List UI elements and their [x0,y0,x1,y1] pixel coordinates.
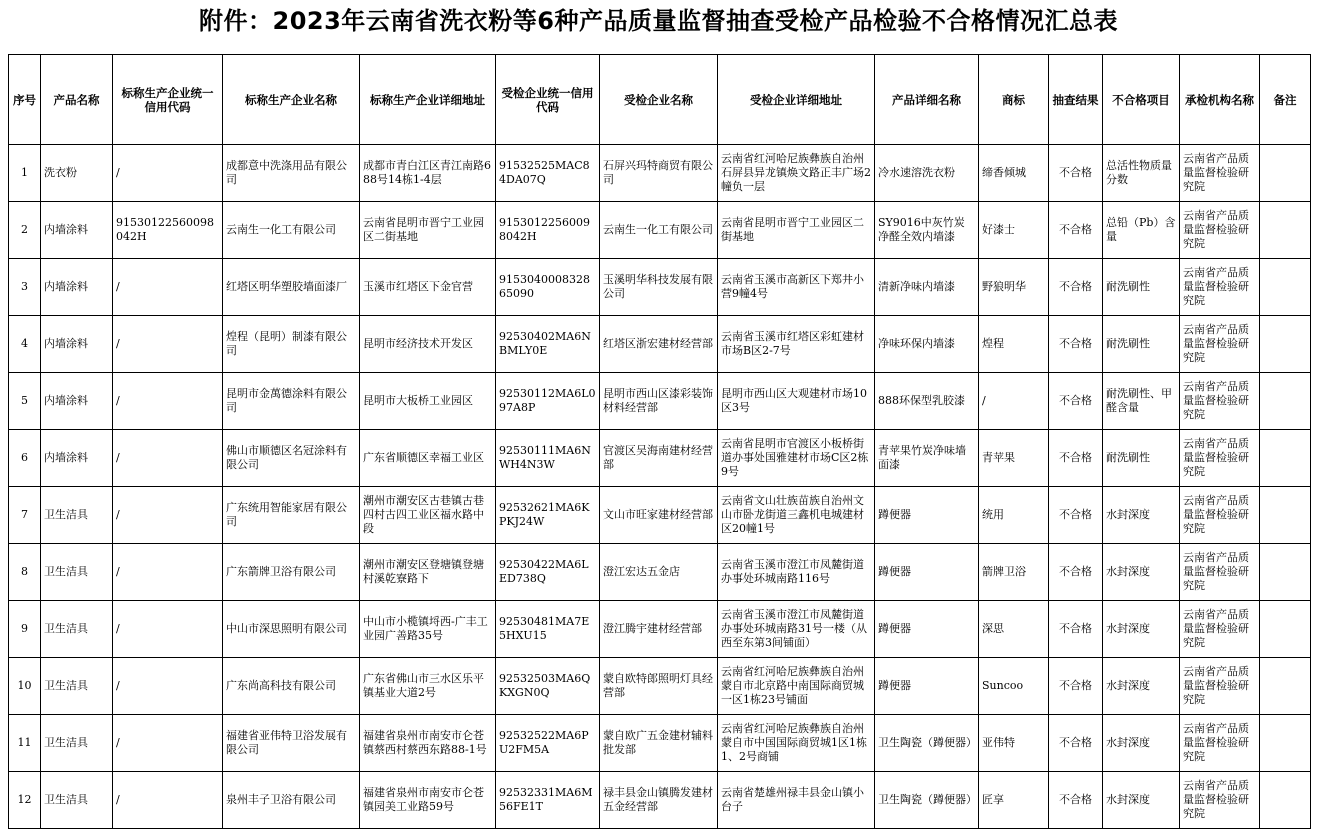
table-row [9,715,1311,772]
table-cell: 福建省亚伟特卫浴发展有限公司 [223,715,360,772]
table-cell: 云南省玉溪市澄江市凤麓街道办事处环城南路31号一楼（从西至东第3间铺面） [718,601,875,658]
table-cell [1260,145,1311,202]
table-cell: 91530122560098042H [496,202,600,259]
table-cell [1260,202,1311,259]
table-cell: 云南省产品质量监督检验研究院 [1180,373,1260,430]
table-cell: 云南省产品质量监督检验研究院 [1180,601,1260,658]
table-cell: 成都意中洗涤用品有限公司 [223,145,360,202]
table-cell: 云南省产品质量监督检验研究院 [1180,715,1260,772]
table-row [9,316,1311,373]
table-cell: 8 [9,544,41,601]
column-header: 商标 [979,55,1049,145]
table-cell: 中山市深思照明有限公司 [223,601,360,658]
table-cell: 玉溪市红塔区下金官营 [360,259,496,316]
table-cell: 云南省产品质量监督检验研究院 [1180,772,1260,829]
table-cell: 福建省泉州市南安市仑苍镇蔡西村蔡西东路88-1号 [360,715,496,772]
table-cell: 不合格 [1049,430,1103,487]
table-cell: 潮州市潮安区登塘镇登塘村溪乾寮路下 [360,544,496,601]
table-cell: 卫生洁具 [41,544,113,601]
table-cell: 玉溪明华科技发展有限公司 [600,259,718,316]
table-cell: 不合格 [1049,715,1103,772]
table-cell: 石屏兴玛特商贸有限公司 [600,145,718,202]
column-header: 不合格项目 [1103,55,1180,145]
table-cell: / [113,601,223,658]
table-cell: 青苹果 [979,430,1049,487]
table-cell: 11 [9,715,41,772]
table-cell: 澄江腾宇建材经营部 [600,601,718,658]
table-cell: 好漆士 [979,202,1049,259]
table-cell: 3 [9,259,41,316]
table-cell: 潮州市潮安区古巷镇古巷四村古四工业区福水路中段 [360,487,496,544]
table-cell: 箭牌卫浴 [979,544,1049,601]
table-cell: 9 [9,601,41,658]
table-cell: 云南省产品质量监督检验研究院 [1180,544,1260,601]
table-cell: 92532503MA6QKXGN0Q [496,658,600,715]
table-cell: 12 [9,772,41,829]
table-cell: 云南省红河哈尼族彝族自治州蒙自市中国国际商贸城1区1栋1、2号商铺 [718,715,875,772]
table-cell: 不合格 [1049,601,1103,658]
table-cell: / [113,145,223,202]
table-cell: 云南省昆明市晋宁工业园区二街基地 [360,202,496,259]
table-cell: 不合格 [1049,487,1103,544]
column-header: 受检企业详细地址 [718,55,875,145]
table-cell: 冷水速溶洗衣粉 [875,145,979,202]
table-cell: 昆明市经济技术开发区 [360,316,496,373]
table-cell: 云南省文山壮族苗族自治州文山市卧龙街道三鑫机电城建材区20幢1号 [718,487,875,544]
table-cell: 蹲便器 [875,487,979,544]
table-cell: 92530402MA6NBMLY0E [496,316,600,373]
table-cell: 92530422MA6LED738Q [496,544,600,601]
table-cell: 云南省产品质量监督检验研究院 [1180,259,1260,316]
table-cell: 内墙涂料 [41,373,113,430]
table-cell: 耐洗刷性、甲醛含量 [1103,373,1180,430]
table-cell: 煌程（昆明）制漆有限公司 [223,316,360,373]
column-header: 产品详细名称 [875,55,979,145]
table-cell: 云南省产品质量监督检验研究院 [1180,487,1260,544]
table-cell: 净味环保内墙漆 [875,316,979,373]
table-cell: 耐洗刷性 [1103,259,1180,316]
table-cell: 蹲便器 [875,658,979,715]
table-header-row [9,55,1311,145]
table-cell: 10 [9,658,41,715]
table-cell: / [113,487,223,544]
table-cell: 水封深度 [1103,544,1180,601]
table-cell: / [113,715,223,772]
table-cell: 云南生一化工有限公司 [600,202,718,259]
table-cell: / [113,316,223,373]
table-cell: 总活性物质量分数 [1103,145,1180,202]
table-cell: 内墙涂料 [41,202,113,259]
table-cell: 云南省产品质量监督检验研究院 [1180,145,1260,202]
table-cell: Suncoo [979,658,1049,715]
table-cell: 清新净味内墙漆 [875,259,979,316]
table-row [9,772,1311,829]
table-cell: 总铅（Pb）含量 [1103,202,1180,259]
table-cell: 不合格 [1049,145,1103,202]
table-cell: 5 [9,373,41,430]
table-cell: 统用 [979,487,1049,544]
table-cell: 蒙自欧特郎照明灯具经营部 [600,658,718,715]
table-row [9,373,1311,430]
table-cell: 成都市青白江区青江南路688号14栋1-4层 [360,145,496,202]
table-cell: 红塔区明华塑胶墙面漆厂 [223,259,360,316]
table-cell: 92530481MA7E5HXU15 [496,601,600,658]
column-header: 产品名称 [41,55,113,145]
table-cell [1260,373,1311,430]
column-header: 备注 [1260,55,1311,145]
table-row [9,145,1311,202]
table-cell: 野狼明华 [979,259,1049,316]
table-cell: 92530112MA6L097A8P [496,373,600,430]
table-cell: SY9016中灰竹炭净醛全效内墙漆 [875,202,979,259]
table-cell: 不合格 [1049,373,1103,430]
table-cell: 水封深度 [1103,658,1180,715]
table-cell: 不合格 [1049,316,1103,373]
table-cell: 广东箭牌卫浴有限公司 [223,544,360,601]
table-cell: 卫生陶瓷（蹲便器） [875,715,979,772]
table-cell: 4 [9,316,41,373]
table-cell: 云南省昆明市晋宁工业园区二街基地 [718,202,875,259]
table-cell: 云南省玉溪市高新区下郑井小营9幢4号 [718,259,875,316]
table-cell [1260,430,1311,487]
table-cell: 云南省昆明市官渡区小板桥街道办事处国雅建材市场C区2栋9号 [718,430,875,487]
table-cell: 91530122560098042H [113,202,223,259]
column-header: 抽查结果 [1049,55,1103,145]
table-cell [1260,316,1311,373]
table-cell: 云南省红河哈尼族彝族自治州石屏县异龙镇焕文路正丰广场2幢负一层 [718,145,875,202]
table-cell: 蹲便器 [875,601,979,658]
table-cell: 卫生洁具 [41,601,113,658]
table-cell: 云南省产品质量监督检验研究院 [1180,202,1260,259]
table-cell: 泉州丰子卫浴有限公司 [223,772,360,829]
results-table [8,54,1311,829]
table-cell [1260,658,1311,715]
table-cell: 1 [9,145,41,202]
table-cell: 福建省泉州市南安市仑苍镇园美工业路59号 [360,772,496,829]
table-cell: / [113,658,223,715]
table-cell: 青苹果竹炭净味墙面漆 [875,430,979,487]
table-cell: 深思 [979,601,1049,658]
table-cell [1260,544,1311,601]
table-cell: / [113,430,223,487]
table-cell: 卫生陶瓷（蹲便器） [875,772,979,829]
table-cell: 云南省玉溪市澄江市凤麓街道办事处环城南路116号 [718,544,875,601]
column-header: 序号 [9,55,41,145]
table-cell: 92532522MA6PU2FM5A [496,715,600,772]
table-row [9,487,1311,544]
table-cell: 昆明市大板桥工业园区 [360,373,496,430]
table-cell: 缔香倾城 [979,145,1049,202]
table-cell: 内墙涂料 [41,259,113,316]
table-cell: 广东统用智能家居有限公司 [223,487,360,544]
table-cell: 红塔区浙宏建材经营部 [600,316,718,373]
table-cell: 卫生洁具 [41,772,113,829]
table-cell: 蒙自欧广五金建材辅料批发部 [600,715,718,772]
table-cell: 洗衣粉 [41,145,113,202]
table-cell: 昆明市西山区大观建材市场10区3号 [718,373,875,430]
table-cell: 卫生洁具 [41,658,113,715]
table-cell: 佛山市顺德区名冠涂料有限公司 [223,430,360,487]
table-row [9,259,1311,316]
table-cell: 水封深度 [1103,487,1180,544]
table-cell: 耐洗刷性 [1103,430,1180,487]
column-header: 承检机构名称 [1180,55,1260,145]
table-cell: 昆明市西山区漆彩装饰材料经营部 [600,373,718,430]
table-cell: 云南省楚雄州禄丰县金山镇小台子 [718,772,875,829]
table-cell: 亚伟特 [979,715,1049,772]
table-cell: 内墙涂料 [41,430,113,487]
table-cell: 91532525MAC84DA07Q [496,145,600,202]
column-header: 受检企业统一信用代码 [496,55,600,145]
table-cell: / [113,373,223,430]
table-cell: 不合格 [1049,772,1103,829]
table-cell: 卫生洁具 [41,715,113,772]
table-cell: / [113,544,223,601]
table-cell: 云南省产品质量监督检验研究院 [1180,658,1260,715]
table-cell: 云南省红河哈尼族彝族自治州蒙自市北京路中南国际商贸城一区1栋23号铺面 [718,658,875,715]
column-header: 标称生产企业详细地址 [360,55,496,145]
table-cell: 不合格 [1049,658,1103,715]
table-cell: 内墙涂料 [41,316,113,373]
table-cell [1260,772,1311,829]
table-cell: 7 [9,487,41,544]
page-title: 附件：2023年云南省洗衣粉等6种产品质量监督抽查受检产品检验不合格情况汇总表 [199,7,1118,35]
table-row [9,544,1311,601]
table-cell: 水封深度 [1103,601,1180,658]
table-cell: 92532331MA6M56FE1T [496,772,600,829]
table-cell: 中山市小榄镇埒西-广丰工业园广善路35号 [360,601,496,658]
table-cell: 不合格 [1049,202,1103,259]
table-cell: / [979,373,1049,430]
table-cell [1260,715,1311,772]
table-cell: 耐洗刷性 [1103,316,1180,373]
table-cell: / [113,259,223,316]
table-cell: 广东省佛山市三水区乐平镇基业大道2号 [360,658,496,715]
table-cell: 915304000832865090 [496,259,600,316]
table-cell: 92530111MA6NWH4N3W [496,430,600,487]
table-cell: 6 [9,430,41,487]
table-row [9,202,1311,259]
column-header: 标称生产企业统一信用代码 [113,55,223,145]
table-cell: 蹲便器 [875,544,979,601]
table-cell: 澄江宏达五金店 [600,544,718,601]
table-row [9,658,1311,715]
table-cell [1260,487,1311,544]
column-header: 受检企业名称 [600,55,718,145]
table-cell: 昆明市金萬德涂料有限公司 [223,373,360,430]
table-cell: 广东尚高科技有限公司 [223,658,360,715]
table-cell: 888环保型乳胶漆 [875,373,979,430]
table-cell [1260,601,1311,658]
table-row [9,430,1311,487]
table-cell: 2 [9,202,41,259]
table-row [9,601,1311,658]
table-cell: 92532621MA6KPKJ24W [496,487,600,544]
table-cell: 水封深度 [1103,715,1180,772]
table-cell: 云南省玉溪市红塔区彩虹建材市场B区2-7号 [718,316,875,373]
column-header: 标称生产企业名称 [223,55,360,145]
table-cell: 广东省顺德区幸福工业区 [360,430,496,487]
table-cell: 云南省产品质量监督检验研究院 [1180,316,1260,373]
table-cell: / [113,772,223,829]
table-cell: 匠享 [979,772,1049,829]
table-cell: 卫生洁具 [41,487,113,544]
table-cell [1260,259,1311,316]
table-cell: 云南省产品质量监督检验研究院 [1180,430,1260,487]
table-cell: 不合格 [1049,259,1103,316]
table-cell: 水封深度 [1103,772,1180,829]
table-cell: 禄丰县金山镇腾发建材五金经营部 [600,772,718,829]
table-cell: 文山市旺家建材经营部 [600,487,718,544]
table-cell: 煌程 [979,316,1049,373]
table-cell: 官渡区吴海南建材经营部 [600,430,718,487]
table-cell: 不合格 [1049,544,1103,601]
table-body [9,145,1311,829]
table-cell: 云南生一化工有限公司 [223,202,360,259]
